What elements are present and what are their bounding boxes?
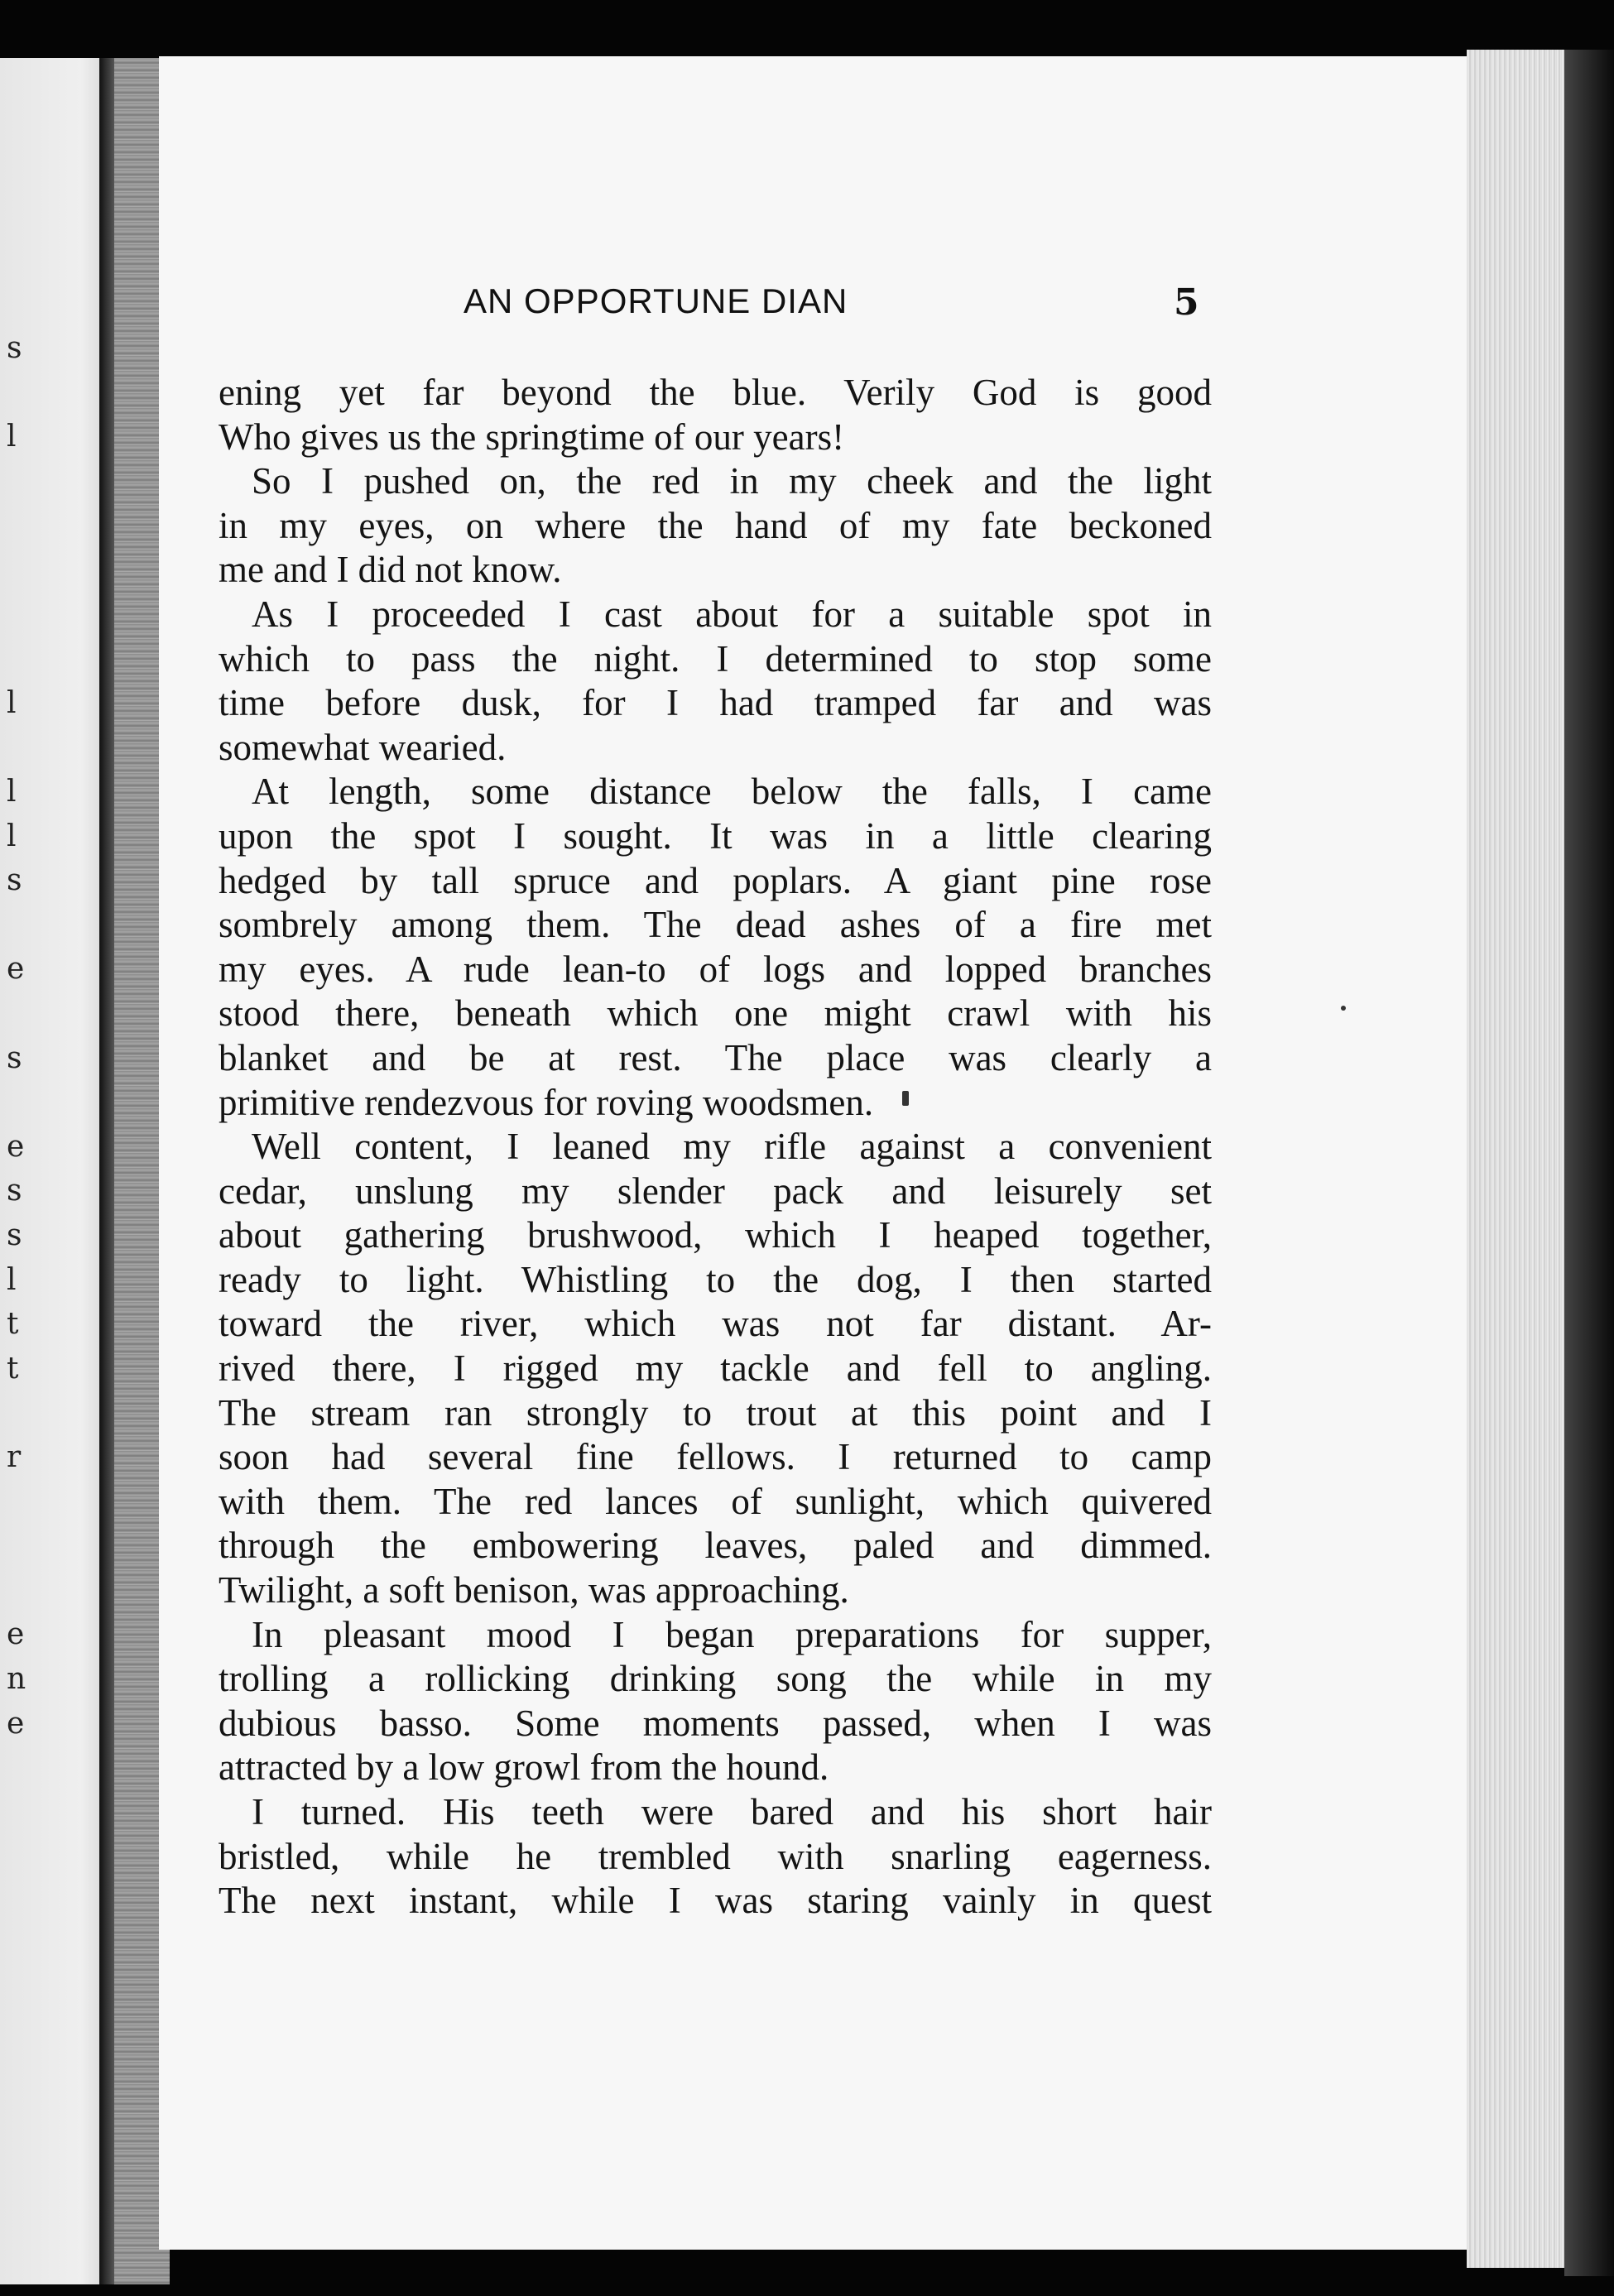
text-line: ready to light. Whistling to the dog, I then started bbox=[219, 1258, 1212, 1300]
previous-page-edge bbox=[0, 58, 116, 2284]
text-line: with them. The red lances of sunlight, which quivered bbox=[219, 1480, 1212, 1522]
text-line: through the embowering leaves, paled and dimmed. bbox=[219, 1525, 1212, 1567]
text-line: me and I did not know. bbox=[219, 549, 562, 591]
text-line: The next instant, while I was staring vainly in quest bbox=[219, 1880, 1212, 1922]
text-line: about gathering brushwood, which I heaped together, bbox=[219, 1214, 1212, 1256]
text-line: blanket and be at rest. The place was clearly a bbox=[219, 1036, 1212, 1078]
text-line: attracted by a low growl from the hound. bbox=[219, 1746, 829, 1789]
previous-page-glyph: t bbox=[7, 1307, 19, 1342]
text-line: stood there, beneath which one might crawl with his bbox=[219, 992, 1212, 1035]
text-line: I turned. His teeth were bared and his short hair bbox=[252, 1791, 1212, 1832]
text-line: time before dusk, for I had tramped far and was bbox=[219, 682, 1212, 724]
previous-page-glyph: l bbox=[7, 819, 17, 853]
previous-page-glyph: e bbox=[7, 1617, 25, 1652]
running-title: AN OPPORTUNE DIAN bbox=[464, 281, 848, 320]
previous-page-glyph: e bbox=[7, 1129, 25, 1164]
previous-page-glyph: s bbox=[7, 331, 22, 365]
text-line: Twilight, a soft benison, was approaching. bbox=[219, 1569, 849, 1612]
previous-page-glyph: l bbox=[7, 1262, 17, 1297]
dust-speck bbox=[1341, 1006, 1346, 1011]
previous-page-glyph: t bbox=[7, 1351, 19, 1386]
previous-page-glyph: n bbox=[7, 1662, 26, 1696]
previous-page-glyph: s bbox=[7, 863, 22, 898]
previous-page-glyph: e bbox=[7, 952, 25, 987]
body-text bbox=[219, 371, 1212, 1924]
page-number: 5 bbox=[1174, 281, 1199, 324]
page-block-edges bbox=[1467, 50, 1574, 2268]
previous-page-glyph: l bbox=[7, 420, 17, 454]
text-line: which to pass the night. I determined to stop some bbox=[219, 637, 1212, 680]
previous-page-glyph: l bbox=[7, 685, 17, 720]
right-edge-shadow bbox=[1564, 50, 1614, 2276]
ink-mark bbox=[902, 1091, 909, 1106]
text-line: The stream ran strongly to trout at this point and I bbox=[219, 1391, 1212, 1434]
running-head bbox=[166, 281, 1258, 348]
previous-page-glyph: s bbox=[7, 1218, 22, 1252]
previous-page-glyph: l bbox=[7, 775, 17, 809]
text-line: So I pushed on, the red in my cheek and the light bbox=[252, 460, 1212, 502]
text-line: Well content, I leaned my rifle against a convenient bbox=[252, 1126, 1212, 1168]
text-line: upon the spot I sought. It was in a little clearing bbox=[219, 814, 1212, 857]
text-line: in my eyes, on where the hand of my fate beckoned bbox=[219, 504, 1212, 546]
text-line: toward the river, which was not far distant. Ar- bbox=[219, 1303, 1212, 1345]
text-line: In pleasant mood I began preparations for supper, bbox=[252, 1613, 1212, 1655]
previous-page-glyph: s bbox=[7, 1040, 22, 1075]
text-line: primitive rendezvous for roving woodsmen. bbox=[219, 1081, 874, 1123]
text-line: rived there, I rigged my tackle and fell to angling. bbox=[219, 1347, 1212, 1390]
text-line: hedged by tall spruce and poplars. A giant pine rose bbox=[219, 859, 1212, 901]
text-line: cedar, unslung my slender pack and leisurely set bbox=[219, 1170, 1212, 1212]
text-line: sombrely among them. The dead ashes of a fire met bbox=[219, 904, 1212, 946]
previous-page-glyph: s bbox=[7, 1174, 22, 1208]
text-line: Who gives us the springtime of our years! bbox=[219, 415, 845, 458]
previous-page-glyph: r bbox=[7, 1440, 22, 1474]
text-line: bristled, while he trembled with snarling eagerness. bbox=[219, 1835, 1212, 1877]
previous-page-glyph: e bbox=[7, 1706, 25, 1741]
text-line: dubious basso. Some moments passed, when I was bbox=[219, 1702, 1212, 1744]
gutter-shadow bbox=[99, 58, 114, 2284]
text-line: my eyes. A rude lean-to of logs and lopped branches bbox=[219, 948, 1212, 990]
text-line: somewhat wearied. bbox=[219, 726, 507, 768]
text-line: soon had several fine fellows. I returned to camp bbox=[219, 1436, 1212, 1478]
text-line: ening yet far beyond the blue. Verily God is good bbox=[219, 372, 1212, 413]
text-line: trolling a rollicking drinking song the while in my bbox=[219, 1658, 1212, 1700]
text-line: At length, some distance below the falls, I came bbox=[252, 771, 1212, 813]
text-line: As I proceeded I cast about for a suitable spot in bbox=[252, 593, 1212, 635]
